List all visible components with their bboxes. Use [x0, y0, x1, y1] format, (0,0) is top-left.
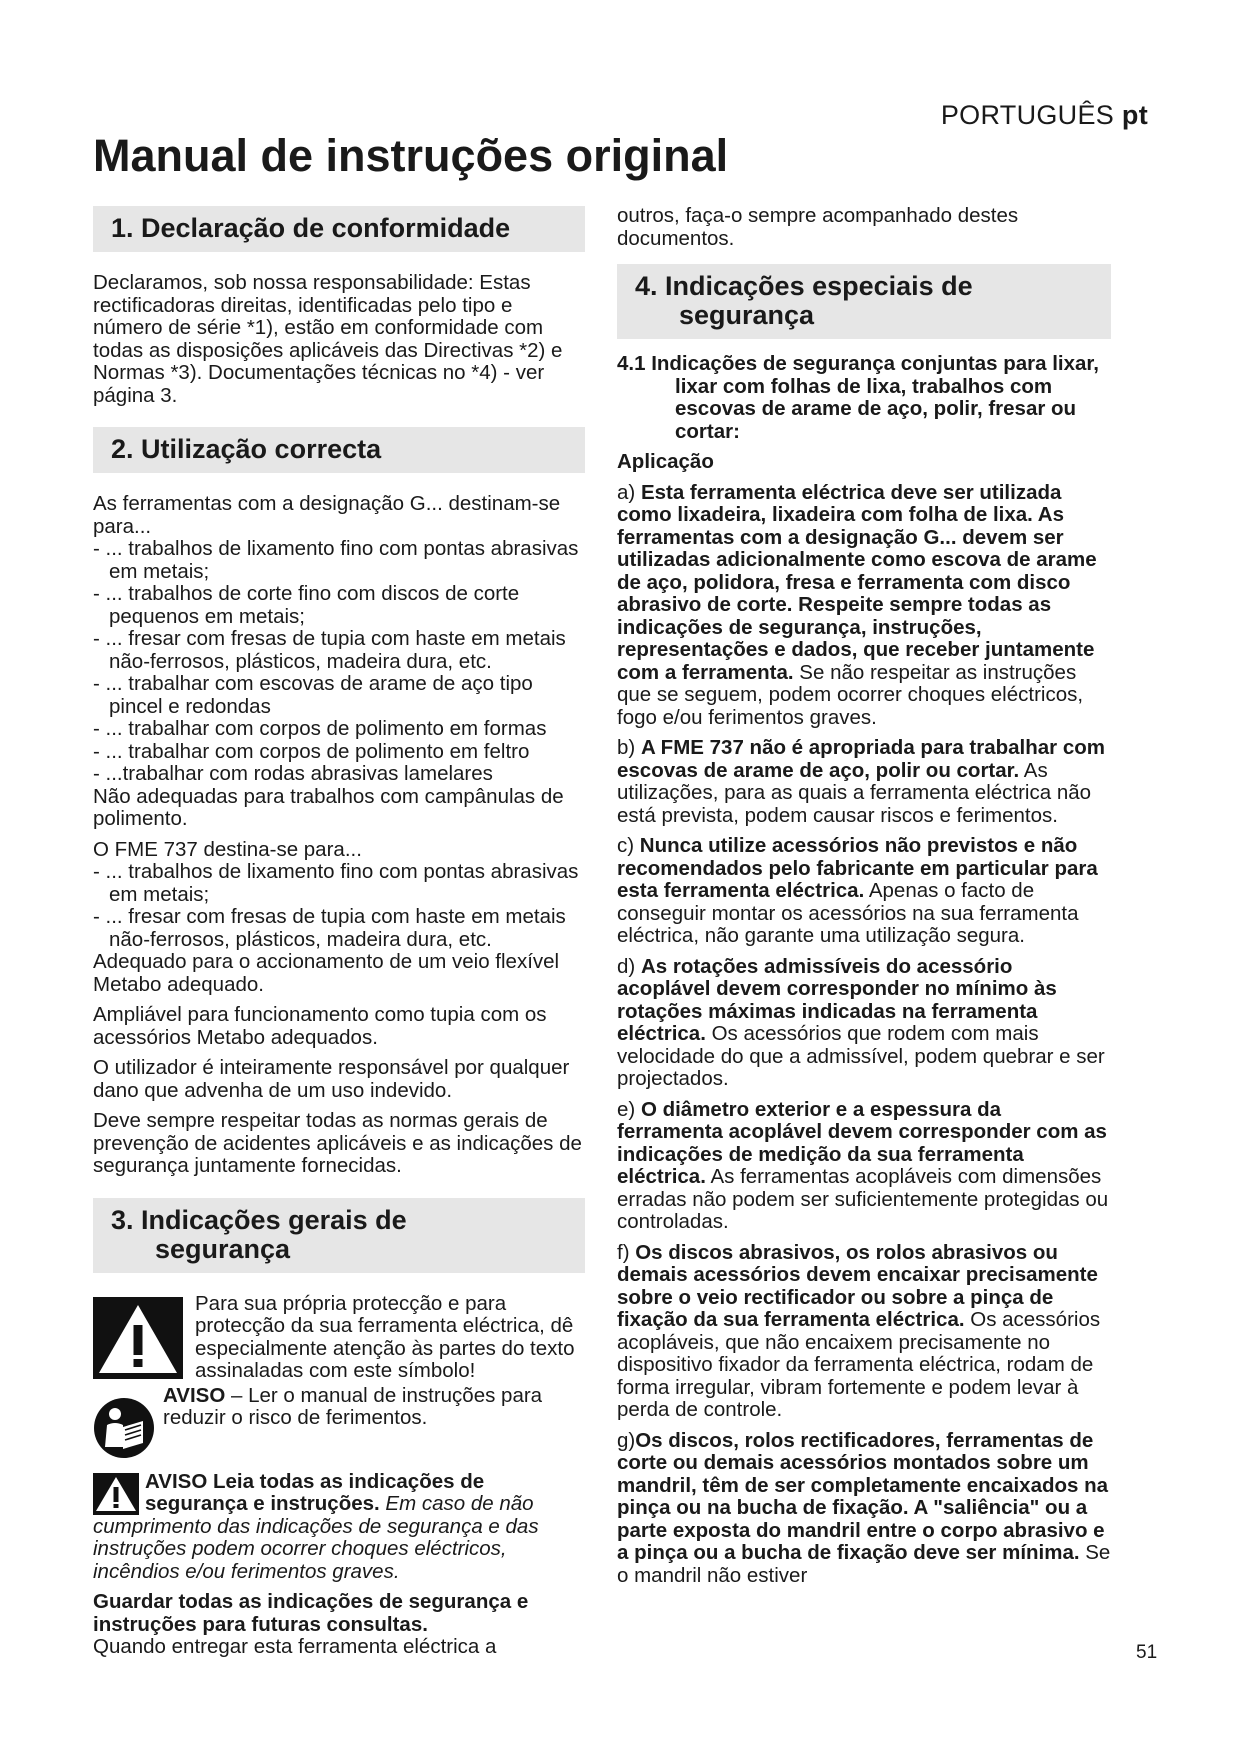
section-4-heading: 4. Indicações especiais de segurança	[617, 264, 1111, 339]
paragraph-bold: O diâmetro exterior e a espessura da ferramenta acoplável devem corresponder com as indicações de medição da sua ferramenta eléctrica.	[617, 1097, 1107, 1188]
section-3-heading: 3. Indicações gerais de segurança	[93, 1198, 585, 1273]
symbol-text: Para sua própria protecção e para protecção da sua ferramenta eléctrica, dê especialmente atenção às partes do texto assinaladas com este símbolo!	[195, 1291, 575, 1382]
paragraph-text: As utilizações, para as quais a ferramenta eléctrica não está prevista, podem causar riscos e ferimentos.	[617, 758, 1092, 827]
warning-triangle-icon	[93, 1297, 183, 1379]
section-2-heading: 2. Utilização correcta	[93, 427, 585, 473]
safety-paragraph	[617, 1099, 1111, 1234]
safety-paragraph	[617, 1242, 1111, 1422]
paragraph-bold: A FME 737 não é apropriada para trabalhar com escovas de arame de aço, polir ou cortar.	[617, 736, 1105, 782]
list-item: - ...trabalhar com rodas abrasivas lamelares	[93, 762, 493, 785]
section-1-heading: 1. Declaração de conformidade	[93, 206, 585, 252]
safety-rules-text: Deve sempre respeitar todas as normas gerais de prevenção de acidentes aplicáveis e as indicações de segurança juntamente fornecidas.	[93, 1109, 582, 1177]
list-item: - ... trabalhos de lixamento fino com pontas abrasivas em metais;	[93, 860, 579, 906]
section-2-intro: As ferramentas com a designação G... destinam-se para...	[93, 492, 561, 538]
paragraph-text: Se não respeitar as instruções que se seguem, podem ocorrer choques eléctricos, fogo e/ou ferimentos graves.	[617, 660, 1084, 729]
paragraph-label: a)	[617, 480, 641, 504]
list-item: - ... trabalhar com escovas de arame de aço tipo pincel e redondas	[93, 672, 533, 718]
aviso-bold: AVISO Leia todas as indicações de segurança e instruções.	[145, 1469, 485, 1515]
aplicacao-heading: Aplicação	[617, 450, 714, 473]
flex-shaft-text: Adequado para o accionamento de um veio flexível Metabo adequado.	[93, 950, 560, 996]
page-title: Manual de instruções original	[93, 130, 729, 181]
paragraph-text: Os acessórios que rodem com mais velocidade do que a admissível, podem quebrar e ser projectados.	[617, 1022, 1105, 1090]
symbol-explanation	[93, 1293, 585, 1383]
list-item: - ... trabalhar com corpos de polimento em feltro	[93, 739, 530, 763]
aviso-text: AVISO – Ler o manual de instruções para reduzir o risco de ferimentos.	[163, 1383, 543, 1429]
handover-text-continued: outros, faça-o sempre acompanhado destes documentos.	[617, 204, 1019, 250]
language-label: PORTUGUÊS pt	[940, 100, 1148, 130]
fme-usage-list	[93, 861, 585, 951]
warning-triangle-small-icon	[93, 1473, 139, 1515]
paragraph-label: d)	[617, 954, 641, 978]
right-column	[617, 205, 1111, 1587]
safety-paragraph	[617, 835, 1111, 948]
usage-list	[93, 538, 585, 786]
section-1-body: Declaramos, sob nossa responsabilidade: Estas rectificadoras direitas, identificadas pelo tipo e número de série *1), estão em conformidade com todas as disposições aplicáveis das Directivas *2) e Normas *3). Documentações técnicas no *4) - ver página 3.	[93, 271, 563, 407]
paragraph-text: Se o mandril não estiver	[617, 1541, 1111, 1587]
page-number: 51	[1136, 1642, 1158, 1663]
read-manual-icon	[93, 1397, 155, 1459]
paragraph-text: As ferramentas acopláveis com dimensões erradas não podem ser suficientemente protegidas ou controladas.	[617, 1165, 1109, 1233]
paragraph-label: g)	[617, 1428, 636, 1452]
aviso-warning-block	[93, 1471, 585, 1584]
safety-paragraph	[617, 482, 1111, 730]
router-text: Ampliável para funcionamento como tupia com os acessórios Metabo adequados.	[93, 1003, 547, 1049]
paragraph-bold: Os discos abrasivos, os rolos abrasivos ou demais acessórios devem encaixar precisamente sobre o veio rectificador ou sobre a pinça de fixação da sua ferramenta eléctrica.	[617, 1240, 1098, 1331]
list-item: - ... trabalhos de corte fino com discos de corte pequenos em metais;	[93, 582, 520, 628]
paragraph-bold: Nunca utilize acessórios não previstos e não recomendados pelo fabricante em particular para esta ferramenta eléctrica.	[617, 834, 1098, 902]
list-item: - ... fresar com fresas de tupia com haste em metais não-ferrosos, plásticos, madeira dura, etc.	[93, 627, 566, 673]
safety-paragraph	[617, 956, 1111, 1091]
paragraph-label: b)	[617, 736, 641, 759]
handover-text: Quando entregar esta ferramenta eléctrica a	[93, 1635, 497, 1658]
safety-paragraph	[617, 1430, 1111, 1588]
list-item: - ... trabalhos de lixamento fino com pontas abrasivas em metais;	[93, 537, 579, 583]
paragraph-label: c)	[617, 834, 640, 857]
safety-paragraph	[617, 737, 1111, 827]
user-responsibility-text: O utilizador é inteiramente responsável por qualquer dano que advenha de um uso indevido.	[93, 1056, 570, 1102]
paragraph-bold: Esta ferramenta eléctrica deve ser utilizada como lixadeira, lixadeira com folha de lixa. As ferramentas com a designação G... devem ser utilizadas adicionalmente como escova de arame de aço, polidora, fresa e ferramenta com disco abrasivo de corte. Respeite sempre todas as indicações de segurança, instruções, representações e dados, que receber juntamente com a ferramenta.	[617, 480, 1097, 684]
aviso-italic: Em caso de não cumprimento das indicações de segurança e das instruções podem ocorrer choques eléctricos, incêndios e/ou ferimentos graves.	[93, 1492, 539, 1583]
language-code: pt	[1121, 100, 1148, 130]
not-suitable-text: Não adequadas para trabalhos com campânulas de polimento.	[93, 784, 564, 830]
paragraph-text: Os acessórios acopláveis, que não encaixem precisamente no dispositivo fixador da ferramenta eléctrica, rodam de forma irregular, vibram fortemente e podem levar à perda de controle.	[617, 1308, 1101, 1421]
keep-instructions-text: Guardar todas as indicações de segurança e instruções para futuras consultas.	[93, 1590, 529, 1636]
read-manual-note	[93, 1385, 585, 1459]
paragraph-label: e)	[617, 1097, 641, 1121]
paragraph-bold: Os discos, rolos rectificadores, ferramentas de corte ou demais acessórios montados sobre um mandril, têm de ser completamente encaixados na pinça ou na bucha de fixação. A "saliência" ou a parte exposta do mandril entre o corpo abrasivo e a pinça ou a bucha de fixação deve ser mínima.	[617, 1428, 1109, 1564]
paragraph-bold: As rotações admissíveis do acessório acoplável devem corresponder no mínimo às rotações máximas indicadas na ferramenta eléctrica.	[617, 954, 1057, 1045]
fme-intro: O FME 737 destina-se para...	[93, 837, 362, 861]
left-column	[93, 206, 585, 1659]
paragraph-label: f)	[617, 1240, 636, 1264]
paragraph-text: Apenas o facto de conseguir montar os acessórios na sua ferramenta eléctrica, não garante uma utilização segura.	[617, 879, 1079, 947]
list-item: - ... trabalhar com corpos de polimento em formas	[93, 717, 547, 740]
list-item: - ... fresar com fresas de tupia com haste em metais não-ferrosos, plásticos, madeira dura, etc.	[93, 905, 566, 951]
safety-paragraphs	[617, 482, 1111, 1588]
subsection-4-1-title: 4.1 Indicações de segurança conjuntas para lixar, lixar com folhas de lixa, trabalhos com escovas de arame de aço, polir, fresar ou cortar:	[617, 352, 1099, 443]
